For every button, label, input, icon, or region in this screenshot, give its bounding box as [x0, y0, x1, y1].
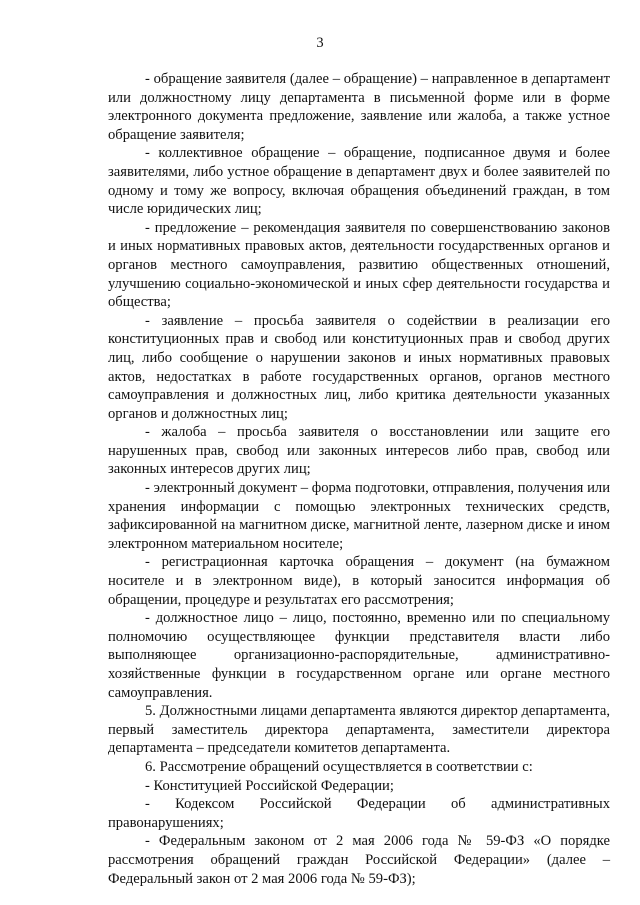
- definition-collective-appeal: - коллективное обращение – обращение, подписанное двумя и более заявителями, либо устное обращение в департамент двух и более заявителей по одному и тому же вопросу, включая обращения объединений граждан, в том числе юридических лиц;: [108, 145, 610, 218]
- clause-5: 5. Должностными лицами департамента являются директор департамента, первый заместитель директора департамента, заместители директора департамента – председатели комитетов департамента.: [108, 703, 610, 757]
- definition-official: - должностное лицо – лицо, постоянно, временно или по специальному полномочию осуществляющее функции представителя власти либо выполняющее организационно-распорядительные, административно-хозяйственные функции в государственном органе или органе местного самоуправления.: [108, 610, 610, 701]
- basis-constitution: - Конституцией Российской Федерации;: [145, 777, 394, 794]
- definition-registration-card: - регистрационная карточка обращения – документ (на бумажном носителе и в электронном виде), в который заносится информация об обращении, процедуре и результатах его рассмотрения;: [108, 554, 610, 608]
- definition-appeal: - обращение заявителя (далее – обращение) – направленное в департамент или должностному лицу департамента в письменной форме или в форме электронного документа предложение, заявление или жалоба, а также устное обращение заявителя;: [108, 71, 610, 143]
- definition-proposal: - предложение – рекомендация заявителя по совершенствованию законов и иных нормативных правовых актов, деятельности государственных органов и органов местного самоуправления, развитию общественных отношений, улучшению социально-экономической и иных сфер деятельности государства и общества;: [108, 219, 610, 311]
- basis-administrative-code: - Кодексом Российской Федерации об административных правонарушениях;: [108, 796, 610, 831]
- definition-complaint: - жалоба – просьба заявителя о восстановлении или защите его нарушенных прав, свобод или законных интересов либо прав, свобод или законных интересов других лиц;: [108, 424, 610, 478]
- definition-electronic-document: - электронный документ – форма подготовки, отправления, получения или хранения информации с помощью электронных технических средств, зафиксированной на магнитном диске, магнитной ленте, лазерном диске и ином электронном материальном носителе;: [108, 480, 610, 552]
- definition-statement: - заявление – просьба заявителя о содействии в реализации его конституционных прав и свобод или конституционных прав и свобод других лиц, либо сообщение о нарушении законов и иных нормативных правовых актов, недостатках в работе государственных органов, органов местного самоуправления и должностных лиц, либо критика деятельности указанных органов и должностных лиц;: [108, 312, 610, 422]
- basis-federal-law-59: - Федеральным законом от 2 мая 2006 года № 59-ФЗ «О порядке рассмотрения обращений граждан Российской Федерации» (далее – Федеральный закон от 2 мая 2006 года № 59-ФЗ);: [108, 833, 610, 887]
- clause-6: 6. Рассмотрение обращений осуществляется в соответствии с:: [145, 758, 533, 775]
- page-number: 3: [316, 35, 324, 51]
- document-body: [108, 70, 610, 888]
